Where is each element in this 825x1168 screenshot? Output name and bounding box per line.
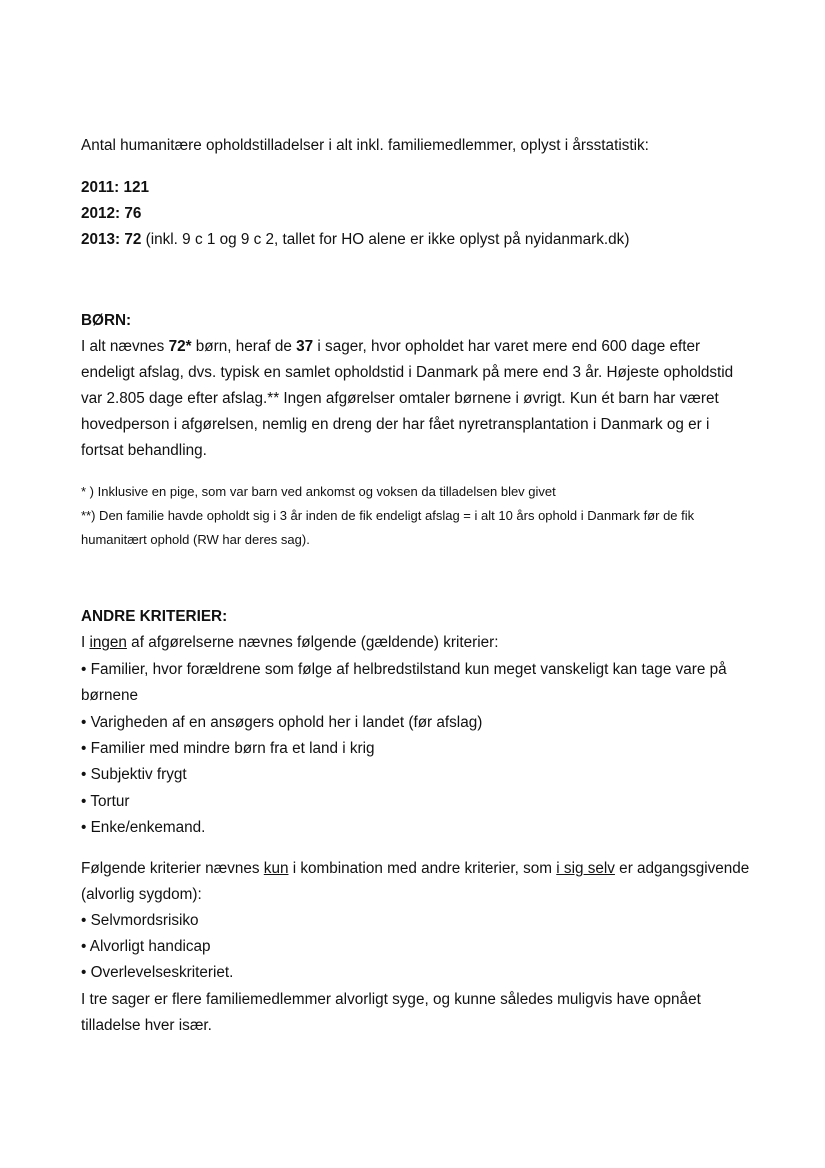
- stat-2012: 2012: 76: [81, 205, 142, 222]
- closing-text: tilladelse hver især.: [81, 1017, 212, 1034]
- combination-text: Følgende kriterier nævnes kun i kombination med andre kriterier, som i sig selv er adgangsgivende: [81, 860, 750, 877]
- stat-2013: 2013: 72 (inkl. 9 c 1 og 9 c 2, tallet for HO alene er ikke oplyst på nyidanmark.dk): [81, 231, 630, 248]
- children-paragraph-line: var 2.805 dage efter afslag.** Ingen afgørelser omtaler børnene i øvrigt. Kun ét barn har været: [81, 390, 719, 407]
- criteria-bullet: børnene: [81, 687, 138, 704]
- combination-bullet: • Alvorligt handicap: [81, 938, 211, 955]
- footnote: * ) Inklusive en pige, som var barn ved ankomst og voksen da tilladelsen blev givet: [81, 484, 556, 499]
- criteria-bullet: • Tortur: [81, 793, 130, 810]
- combination-text: (alvorlig sygdom):: [81, 886, 202, 903]
- intro-text: Antal humanitære opholdstilladelser i alt inkl. familiemedlemmer, oplyst i årsstatistik:: [81, 137, 649, 154]
- children-paragraph-line: I alt nævnes 72* børn, heraf de 37 i sager, hvor opholdet har varet mere end 600 dage efter: [81, 338, 701, 355]
- combination-bullet: • Overlevelseskriteriet.: [81, 964, 234, 981]
- children-heading: BØRN:: [81, 312, 132, 329]
- footnote: **) Den familie havde opholdt sig i 3 år inden de fik endeligt afslag = i alt 10 års ophold i Danmark før de fik: [81, 508, 695, 523]
- other-criteria-heading: ANDRE KRITERIER:: [81, 608, 228, 625]
- criteria-bullet: • Subjektiv frygt: [81, 766, 187, 783]
- criteria-bullet: • Familier, hvor forældrene som følge af helbredstilstand kun meget vanskeligt kan tage vare på: [81, 661, 727, 678]
- children-paragraph-line: hovedperson i afgørelsen, nemlig en dreng der har fået nyretransplantation i Danmark og er i: [81, 416, 710, 433]
- children-paragraph-line: fortsat behandling.: [81, 442, 207, 459]
- criteria-bullet: • Varigheden af en ansøgers ophold her i landet (før afslag): [81, 714, 483, 731]
- children-paragraph-line: endeligt afslag, dvs. typisk en samlet opholdstid i Danmark på mere end 3 år. Højeste opholdstid: [81, 364, 734, 381]
- criteria-bullet: • Enke/enkemand.: [81, 819, 206, 836]
- footnote: humanitært ophold (RW har deres sag).: [81, 532, 310, 547]
- closing-text: I tre sager er flere familiemedlemmer alvorligt syge, og kunne således muligvis have opnået: [81, 991, 701, 1008]
- stat-2011: 2011: 121: [81, 179, 150, 196]
- criteria-bullet: • Familier med mindre børn fra et land i krig: [81, 740, 375, 757]
- other-criteria-intro: I ingen af afgørelserne nævnes følgende (gældende) kriterier:: [81, 634, 499, 651]
- combination-bullet: • Selvmordsrisiko: [81, 912, 199, 929]
